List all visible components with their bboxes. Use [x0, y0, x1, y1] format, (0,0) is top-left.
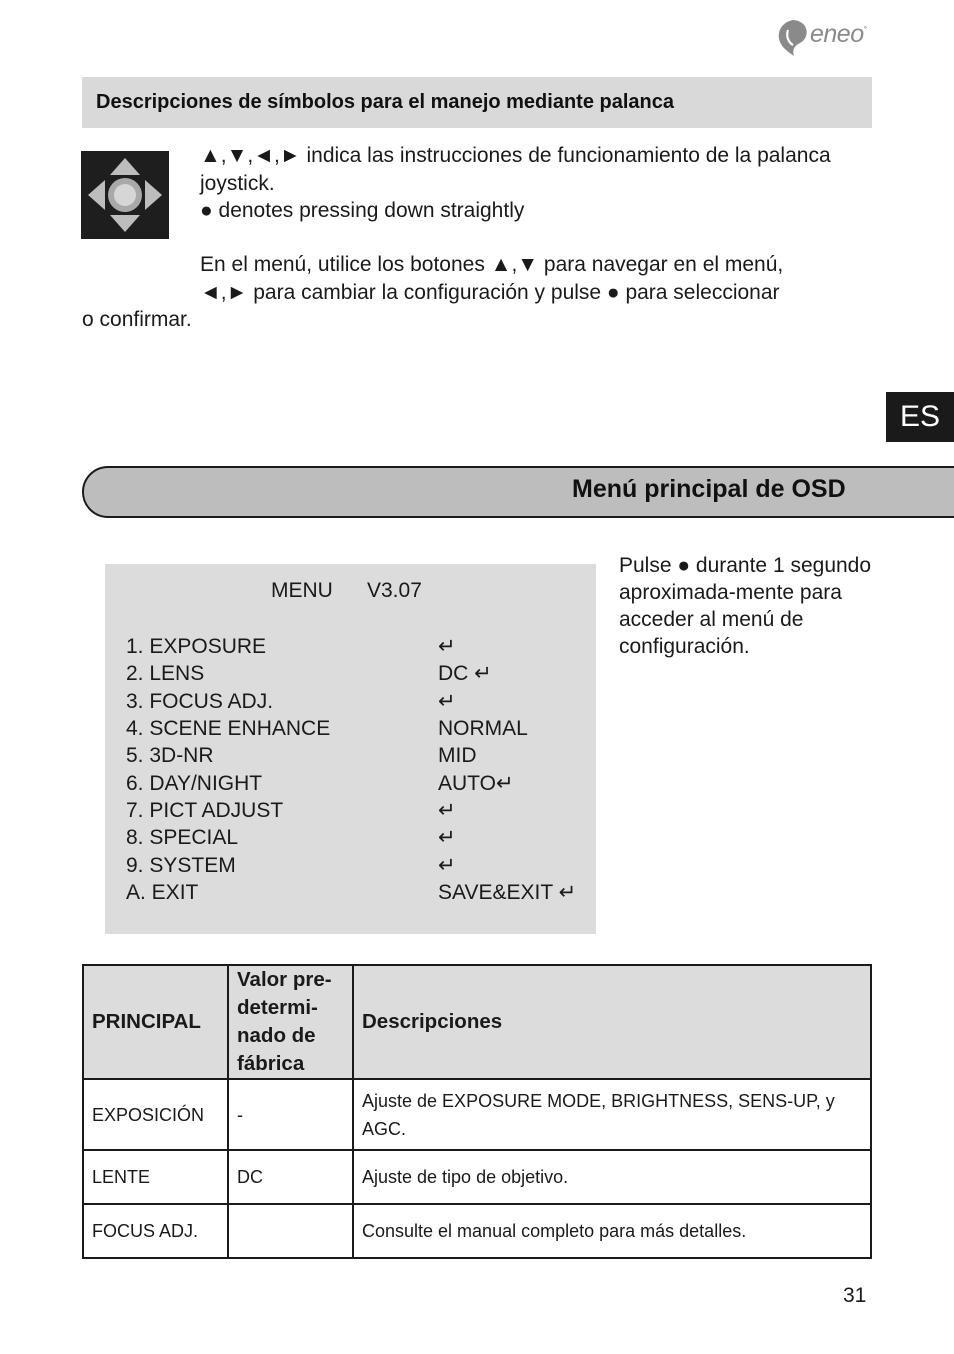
table-cell-default: DC	[228, 1150, 353, 1204]
osd-menu-value: ↵	[438, 826, 456, 849]
osd-menu-item: 5. 3D-NR	[126, 744, 214, 767]
osd-menu-item: 3. FOCUS ADJ.	[126, 690, 274, 713]
osd-menu-item: 7. PICT ADJUST	[126, 799, 284, 822]
table-header-row	[83, 965, 871, 1079]
osd-menu-item: 1. EXPOSURE	[126, 635, 267, 658]
osd-menu-value: ↵	[438, 854, 456, 877]
brand-logo	[776, 18, 886, 58]
press-symbol-text: ● denotes pressing down straightly	[200, 199, 525, 222]
nav-instructions-line2: ◄,► para cambiar la configuración y pulse ● para seleccionar	[200, 281, 780, 304]
table-cell-default	[228, 1204, 353, 1258]
joystick-icon	[81, 151, 169, 239]
column-header: Valor pre-determi-nado de fábrica	[228, 965, 353, 1079]
table-row	[83, 1150, 871, 1204]
osd-menu-item: 9. SYSTEM	[126, 854, 236, 877]
table-cell-desc: Ajuste de EXPOSURE MODE, BRIGHTNESS, SENS-UP, y AGC.	[353, 1079, 871, 1150]
osd-menu-value: MID	[438, 744, 477, 767]
menu-access-note: Pulse ● durante 1 segundo aproximada-mente para acceder al menú de configuración.	[619, 554, 872, 658]
column-header: PRINCIPAL	[83, 965, 228, 1079]
osd-menu-value: AUTO↵	[438, 772, 514, 795]
osd-menu-value: DC ↵	[438, 662, 492, 685]
direction-symbols-text: ▲,▼,◄,► indica las instrucciones de funcionamiento de la palanca joystick.	[200, 144, 831, 195]
column-header: Descripciones	[353, 965, 871, 1079]
osd-menu-value: ↵	[438, 799, 456, 822]
osd-menu-value: SAVE&EXIT ↵	[438, 881, 577, 904]
section-title: Menú principal de OSD	[572, 475, 846, 503]
nav-instructions-line1: En el menú, utilice los botones ▲,▼ para navegar en el menú,	[200, 253, 784, 276]
symbols-description	[200, 142, 880, 225]
brand-leaf-icon	[776, 18, 810, 58]
table-cell-main: LENTE	[83, 1150, 228, 1204]
osd-menu-item: 8. SPECIAL	[126, 826, 239, 849]
osd-menu-value: ↵	[438, 690, 456, 713]
table-cell-main: FOCUS ADJ.	[83, 1204, 228, 1258]
table-cell-desc: Ajuste de tipo de objetivo.	[353, 1150, 871, 1204]
osd-menu-value: ↵	[438, 635, 456, 658]
table-cell-desc: Consulte el manual completo para más detalles.	[353, 1204, 871, 1258]
osd-menu-item: 4. SCENE ENHANCE	[126, 717, 331, 740]
table-row	[83, 1204, 871, 1258]
table-cell-default: -	[228, 1079, 353, 1150]
symbols-heading: Descripciones de símbolos para el manejo mediante palanca	[82, 77, 872, 128]
nav-instructions-line3: o confirmar.	[82, 308, 192, 331]
osd-menu-item: 2. LENS	[126, 662, 205, 685]
settings-table	[82, 964, 872, 1259]
page-number: 31	[843, 1284, 867, 1307]
table-cell-main: EXPOSICIÓN	[83, 1079, 228, 1150]
language-tab: ES	[886, 392, 954, 442]
osd-menu-title: MENU	[271, 579, 333, 602]
osd-menu-item: 6. DAY/NIGHT	[126, 772, 263, 795]
table-row	[83, 1079, 871, 1150]
brand-name: eneo°	[810, 20, 867, 48]
osd-menu-screen	[105, 564, 596, 934]
osd-menu-value: NORMAL	[438, 717, 528, 740]
osd-menu-version: V3.07	[367, 579, 422, 602]
osd-menu-item: A. EXIT	[126, 881, 199, 904]
